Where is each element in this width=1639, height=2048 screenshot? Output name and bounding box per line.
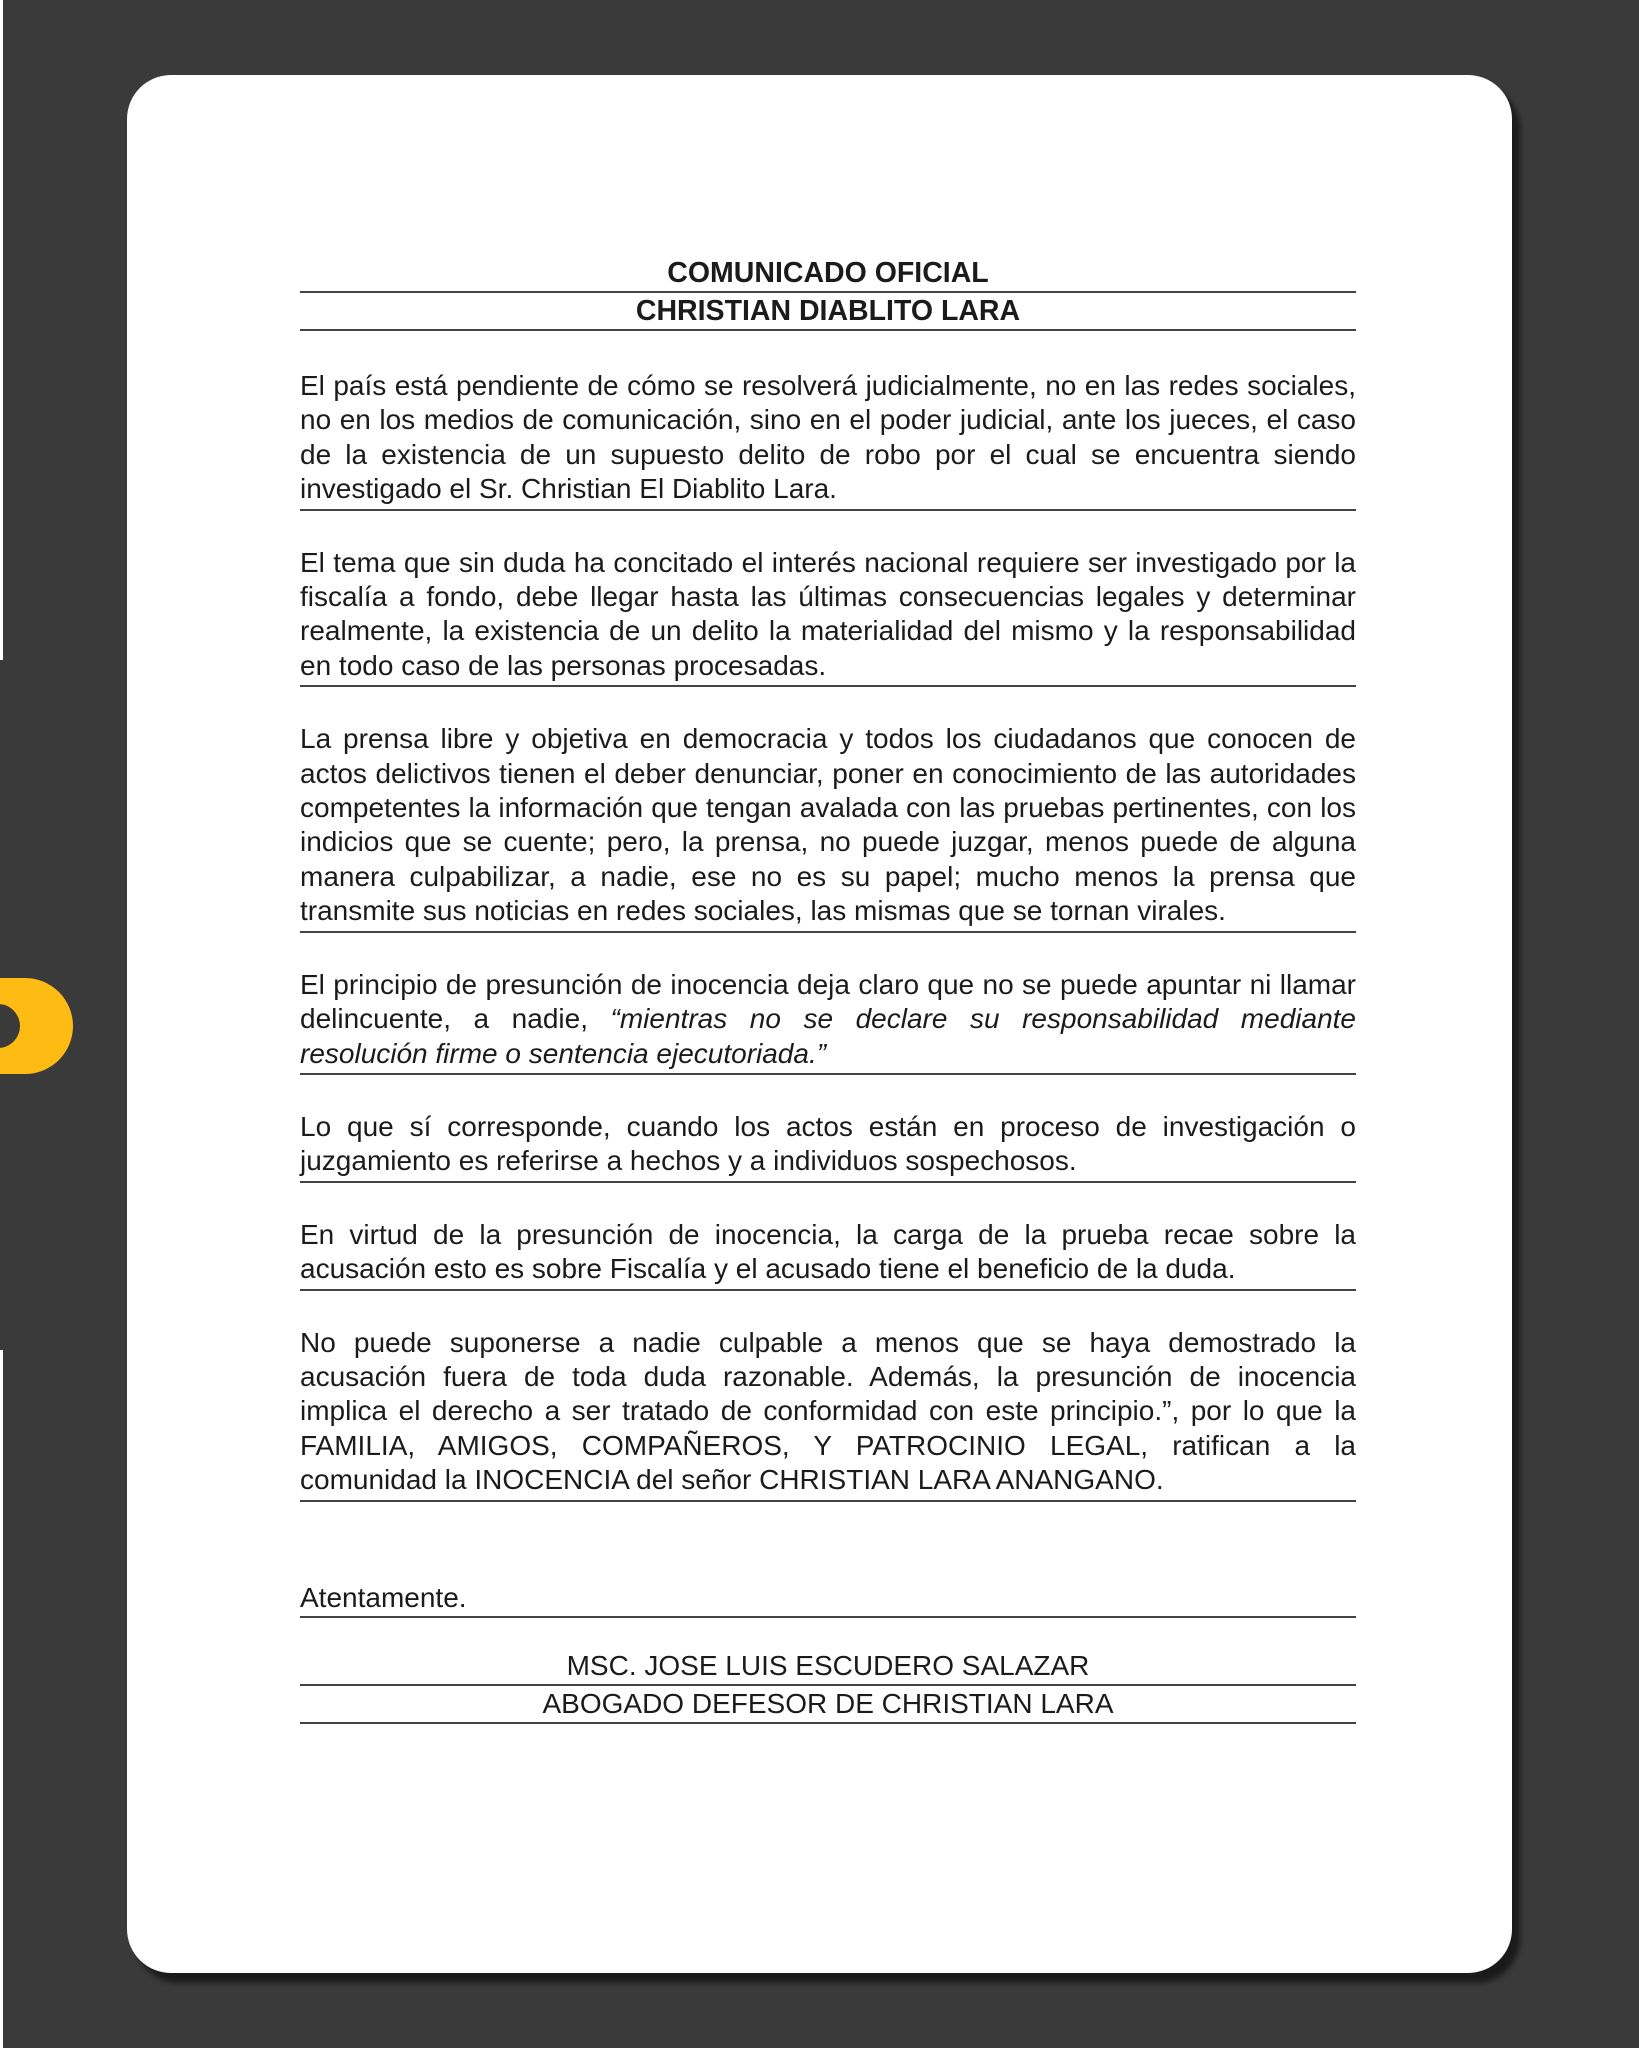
paragraph-2: El tema que sin duda ha concitado el interés nacional requiere ser investigado por la fiscalía a fondo, debe llegar hasta las últimas consecuencias legales y determinar realmente, la existencia de un delito la materialidad del mismo y la responsabilidad en todo caso de las personas procesadas. [300,546,1356,688]
closing-salutation: Atentamente. [300,1580,1356,1618]
paragraph-3: La prensa libre y objetiva en democracia y todos los ciudadanos que conocen de actos delictivos tienen el deber denunciar, poner en conocimiento de las autoridades competentes la información que tengan avalada con las pruebas pertinentes, con los indicios que se cuente; pero, la prensa, no puede juzgar, menos puede de alguna manera culpabilizar, a nadie, ese no es su papel; mucho menos la prensa que transmite sus noticias en redes sociales, las mismas que se tornan virales. [300,722,1356,932]
document-subtitle: CHRISTIAN DIABLITO LARA [300,293,1356,331]
edge-stripe [0,0,3,660]
paragraph-1: El país está pendiente de cómo se resolverá judicialmente, no en las redes sociales, no en los medios de comunicación, sino en el poder judicial, ante los jueces, el caso de la existencia de un supuesto delito de robo por el cual se encuentra siendo investigado el Sr. Christian El Diablito Lara. [300,369,1356,511]
paragraph-4-text: El principio de presunción de inocencia deja claro que no se puede apuntar ni llamar delincuente, a nadie, [300,968,1356,1035]
signature-name: MSC. JOSE LUIS ESCUDERO SALAZAR [300,1648,1356,1686]
document-body [300,255,1356,1724]
paragraph-5: Lo que sí corresponde, cuando los actos están en proceso de investigación o juzgamiento es referirse a hechos y a individuos sospechosos. [300,1110,1356,1183]
side-tab-decoration [0,978,73,1074]
edge-stripe [0,1350,3,2048]
paragraph-4 [300,968,1356,1075]
paragraph-4-quote: “mientras no se declare su responsabilidad mediante resolución firme o sentencia ejecutoriada.” [300,1003,1356,1069]
document-title: COMUNICADO OFICIAL [300,255,1356,293]
signature-role: ABOGADO DEFESOR DE CHRISTIAN LARA [300,1686,1356,1724]
paragraph-6: En virtud de la presunción de inocencia, la carga de la prueba recae sobre la acusación esto es sobre Fiscalía y el acusado tiene el beneficio de la duda. [300,1218,1356,1291]
paragraph-7: No puede suponerse a nadie culpable a menos que se haya demostrado la acusación fuera de toda duda razonable. Además, la presunción de inocencia implica el derecho a ser tratado de conformidad con este principio.”, por lo que la FAMILIA, AMIGOS, COMPAÑEROS, Y PATROCINIO LEGAL, ratifican a la comunidad la INOCENCIA del señor CHRISTIAN LARA ANANGANO. [300,1326,1356,1502]
